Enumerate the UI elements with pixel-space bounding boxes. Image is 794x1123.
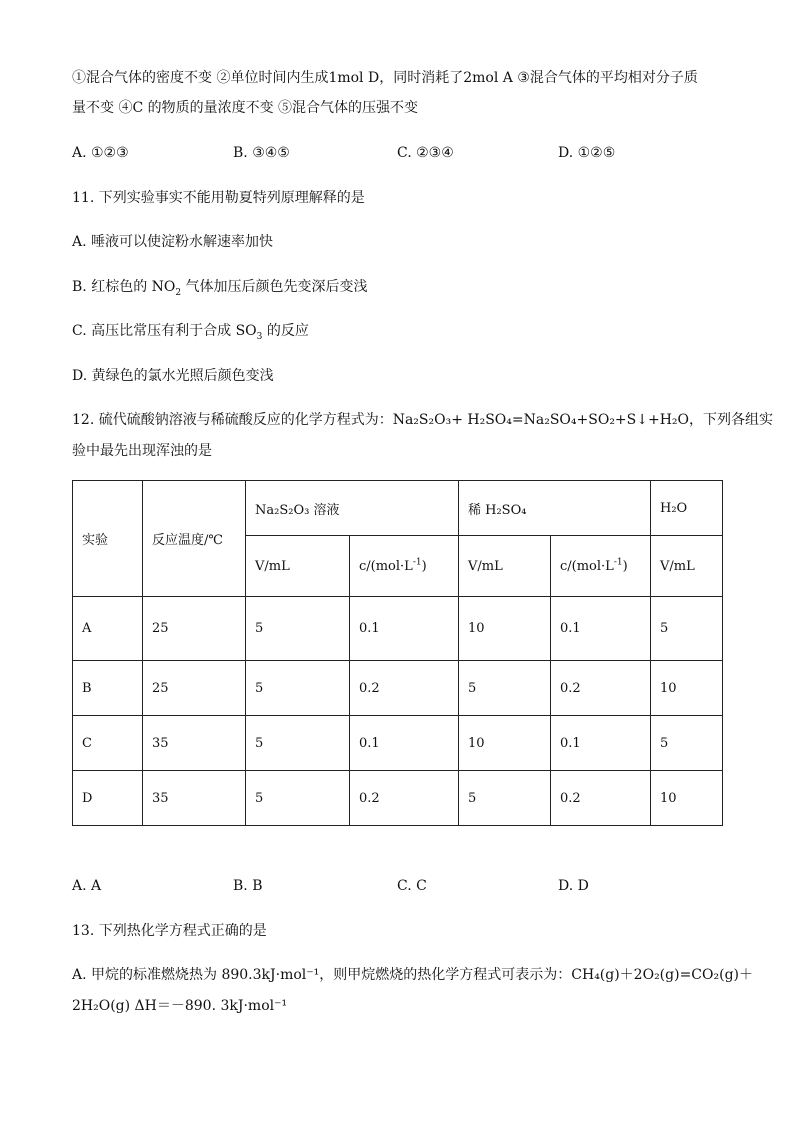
q12-option-a: A. A [72, 878, 102, 894]
q11-option-d: D. 黄绿色的氯水光照后颜色变浅 [72, 368, 274, 384]
q10-conditions-line-1: ①混合气体的密度不变 ②单位时间内生成1mol D，同时消耗了2mol A ③混合气体的平均相对分子质 [72, 70, 698, 86]
cell-v2: 5 [459, 771, 551, 826]
subheader-volume: V/mL [459, 536, 551, 597]
q12-option-d: D. D [558, 878, 589, 894]
q13-stem: 13. 下列热化学方程式正确的是 [72, 923, 267, 939]
header-h2o: H₂O [651, 481, 723, 536]
q11-option-c: C. 高压比常压有利于合成 $SO_3$ 的反应 [72, 323, 309, 342]
q13-option-a-line-1: A. 甲烷的标准燃烧热为 890.3kJ·mol⁻¹，则甲烷燃烧的热化学方程式可表示为：CH₄(g)＋2O₂(g)=CO₂(g)＋ [72, 967, 753, 983]
cell-v1: 5 [246, 716, 350, 771]
cell-v2: 10 [459, 716, 551, 771]
cell-c1: 0.1 [350, 597, 459, 661]
cell-c2: 0.2 [551, 661, 651, 716]
cell-v2: 10 [459, 597, 551, 661]
q11-option-b: B. 红棕色的 $NO_2$ 气体加压后颜色先变深后变浅 [72, 279, 368, 298]
q13-option-a-line-2: 2H₂O(g) ΔH＝－890. 3kJ·mol⁻¹ [72, 998, 288, 1014]
cell-v2: 5 [459, 661, 551, 716]
cell-v3: 10 [651, 661, 723, 716]
cell-c2: 0.2 [551, 771, 651, 826]
subheader-volume: V/mL [651, 536, 723, 597]
q10-option-b: B. ③④⑤ [233, 145, 290, 161]
cell-v3: 10 [651, 771, 723, 826]
cell-c1: 0.2 [350, 771, 459, 826]
q11-stem: 11. 下列实验事实不能用勒夏特列原理解释的是 [72, 190, 365, 206]
table-row [73, 597, 723, 661]
cell-temp: 25 [143, 661, 246, 716]
subheader-concentration: $c/(mol\cdot L^{-1})$ [350, 536, 459, 597]
cell-label: B [73, 661, 143, 716]
cell-c2: 0.1 [551, 597, 651, 661]
cell-label: C [73, 716, 143, 771]
cell-v3: 5 [651, 597, 723, 661]
q10-conditions-line-2: 量不变 ④C 的物质的量浓度不变 ⑤混合气体的压强不变 [72, 100, 419, 116]
header-h2so4: 稀 H₂SO₄ [459, 481, 651, 536]
cell-label: D [73, 771, 143, 826]
header-temperature: 反应温度/℃ [143, 481, 246, 597]
q12-stem-line-1: 12. 硫代硫酸钠溶液与稀硫酸反应的化学方程式为：Na₂S₂O₃+ H₂SO₄=Na₂SO₄+SO₂+S↓+H₂O，下列各组实 [72, 412, 774, 428]
q12-stem-line-2: 验中最先出现浑浊的是 [72, 443, 212, 459]
subheader-concentration: $c/(mol\cdot L^{-1})$ [551, 536, 651, 597]
table-row [73, 661, 723, 716]
cell-c2: 0.1 [551, 716, 651, 771]
cell-label: A [73, 597, 143, 661]
cell-v1: 5 [246, 661, 350, 716]
subheader-volume: V/mL [246, 536, 350, 597]
cell-v1: 5 [246, 771, 350, 826]
table-row [73, 771, 723, 826]
cell-v3: 5 [651, 716, 723, 771]
table-row [73, 716, 723, 771]
experiment-table [72, 480, 723, 826]
q12-option-b: B. B [233, 878, 263, 894]
cell-c1: 0.1 [350, 716, 459, 771]
q10-option-a: A. ①②③ [72, 145, 129, 161]
cell-v1: 5 [246, 597, 350, 661]
q12-option-c: C. C [397, 878, 427, 894]
cell-temp: 35 [143, 771, 246, 826]
cell-temp: 35 [143, 716, 246, 771]
cell-temp: 25 [143, 597, 246, 661]
q10-option-c: C. ②③④ [397, 145, 454, 161]
q10-option-d: D. ①②⑤ [558, 145, 616, 161]
cell-c1: 0.2 [350, 661, 459, 716]
header-experiment: 实验 [73, 481, 143, 597]
header-na2s2o3: Na₂S₂O₃ 溶液 [246, 481, 459, 536]
q11-option-a: A. 唾液可以使淀粉水解速率加快 [72, 234, 274, 250]
table-header-row [73, 481, 723, 536]
